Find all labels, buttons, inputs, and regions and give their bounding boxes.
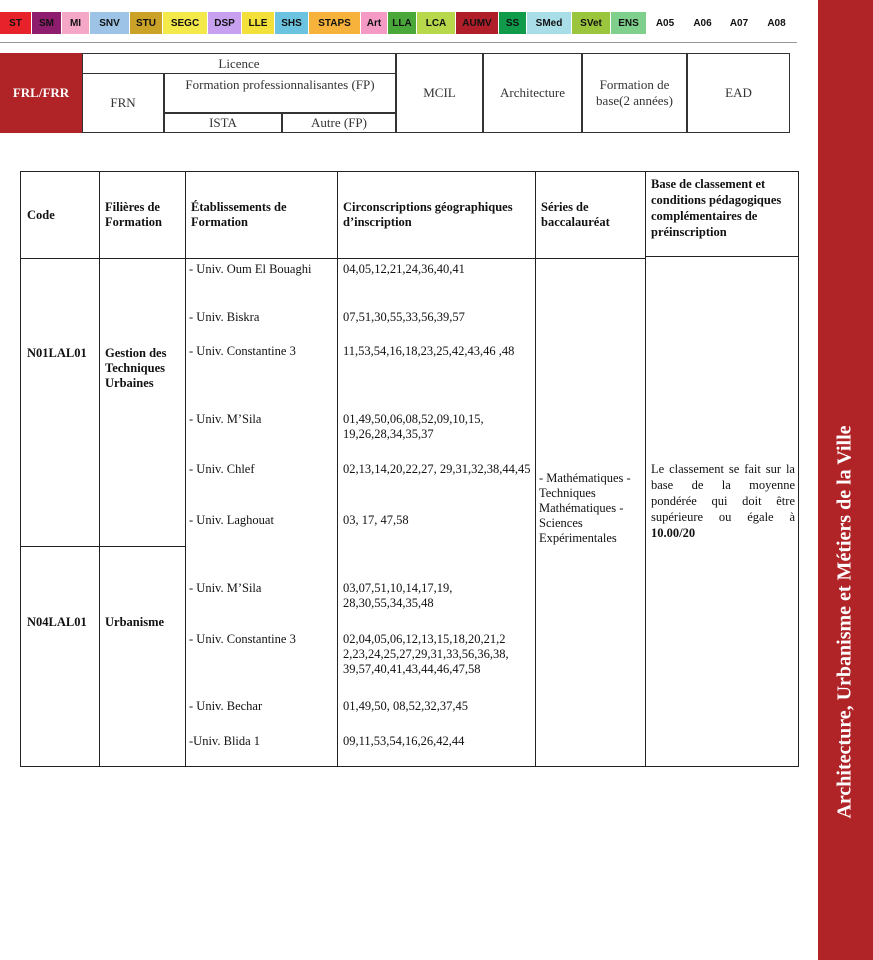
category-tab-aumv[interactable]: AUMV [456, 12, 499, 34]
etablissement-row: - Univ. Laghouat [189, 513, 274, 527]
etablissement-row: - Univ. Biskra [189, 310, 260, 324]
circonscription-row: 04,05,12,21,24,36,40,41 [343, 262, 465, 276]
etablissement-row: -Univ. Blida 1 [189, 734, 261, 748]
category-tab-bar [0, 10, 797, 43]
category-tab-ens[interactable]: ENS [611, 12, 647, 34]
formation-table [20, 171, 799, 767]
category-tab-lle[interactable]: LLE [242, 12, 275, 34]
menu-formation-base[interactable] [582, 53, 687, 133]
category-tab-svet[interactable]: SVet [572, 12, 611, 34]
menu-formation-base-label: Formation de base(2 années) [596, 77, 673, 108]
category-tab-a05[interactable]: A05 [647, 12, 684, 34]
category-tab-art[interactable]: Art [361, 12, 388, 34]
circonscription-row: 07,51,30,55,33,56,39,57 [343, 310, 465, 324]
sidebar-title: Architecture, Urbanisme et Métiers de la Ville [833, 425, 856, 819]
etablissement-row: - Univ. Constantine 3 [189, 632, 296, 646]
category-tab-staps[interactable]: STAPS [309, 12, 361, 34]
menu-licence-label: Licence [218, 55, 260, 71]
classement-minimum: 10.00/20 [651, 526, 696, 540]
menu-mcil-label: MCIL [423, 85, 456, 100]
filiere-urbanisme: Urbanisme [105, 615, 165, 629]
menu-mcil[interactable] [396, 53, 483, 133]
menu-licence-header [82, 53, 396, 73]
menu-architecture[interactable] [483, 53, 582, 133]
filiere-gestion: Gestion des Techniques Urbaines [105, 346, 167, 390]
etablissement-row: - Univ. Bechar [189, 699, 263, 713]
category-tab-snv[interactable]: SNV [90, 12, 130, 34]
category-tab-st[interactable]: ST [0, 12, 32, 34]
circonscription-row: 01,49,50, 08,52,32,37,45 [343, 699, 468, 713]
menu-autre-label: Autre (FP) [311, 115, 367, 130]
etablissement-row: - Univ. M’Sila [189, 581, 262, 595]
menu-frl-frr[interactable] [0, 53, 82, 133]
code-n04: N04LAL01 [27, 615, 87, 629]
category-tab-a08[interactable]: A08 [757, 12, 797, 34]
menu-architecture-label: Architecture [500, 85, 565, 100]
header-base-classement: Base de classement et conditions pédagogiques complémentaires de préinscription [651, 177, 782, 239]
category-tab-segc[interactable]: SEGC [163, 12, 208, 34]
menu-autre-fp[interactable] [282, 113, 396, 133]
circonscription-row: 09,11,53,54,16,26,42,44 [343, 734, 465, 748]
etablissement-row: - Univ. M’Sila [189, 412, 262, 426]
menu-ead[interactable] [687, 53, 790, 133]
menu-frn-label: FRN [110, 95, 136, 110]
menu-ista-label: ISTA [209, 115, 237, 130]
etablissement-row: - Univ. Oum El Bouaghi [189, 262, 312, 276]
category-tab-sm[interactable]: SM [32, 12, 62, 34]
category-tab-ss[interactable]: SS [499, 12, 527, 34]
etablissement-row: - Univ. Chlef [189, 462, 255, 476]
header-series: Séries de baccalauréat [541, 200, 610, 229]
menu-fp[interactable] [164, 73, 396, 113]
menu-ead-label: EAD [725, 85, 752, 100]
classement-text: Le classement se fait sur la base de la moyenne pondérée qui doit être supérieure ou égale à [651, 462, 795, 524]
circonscription-row: 02,04,05,06,12,13,15,18,20,21,2 2,23,24,25,27,29,31,33,56,36,38, 39,57,40,41,43,44,46,47,58 [343, 632, 509, 676]
category-tab-smed[interactable]: SMed [527, 12, 572, 34]
classement-conditions [651, 461, 795, 541]
code-n01: N01LAL01 [27, 346, 87, 360]
circonscription-row: 03,07,51,10,14,17,19, 28,30,55,34,35,48 [343, 581, 453, 610]
header-code: Code [27, 208, 55, 222]
series-baccalaureat: - Mathématiques - Techniques Mathématiques - Sciences Expérimentales [539, 471, 631, 545]
category-tab-shs[interactable]: SHS [275, 12, 309, 34]
category-tab-dsp[interactable]: DSP [208, 12, 242, 34]
header-circonscriptions: Circonscriptions géographiques d’inscription [343, 200, 513, 229]
circonscription-row: 02,13,14,20,22,27, 29,31,32,38,44,45 [343, 462, 531, 476]
category-tab-a07[interactable]: A07 [722, 12, 757, 34]
menu-frl-frr-label: FRL/FRR [12, 85, 70, 100]
header-filieres: Filières de Formation [105, 200, 162, 229]
category-tab-lca[interactable]: LCA [417, 12, 456, 34]
menu-fp-label: Formation professionnalisantes (FP) [185, 77, 375, 92]
menu-ista[interactable] [164, 113, 282, 133]
category-tab-stu[interactable]: STU [130, 12, 163, 34]
etablissement-row: - Univ. Constantine 3 [189, 344, 296, 358]
category-tab-a06[interactable]: A06 [684, 12, 722, 34]
circonscription-row: 03, 17, 47,58 [343, 513, 409, 527]
category-tab-mi[interactable]: MI [62, 12, 90, 34]
menu-frn[interactable] [82, 73, 164, 133]
header-etablissements: Établissements de Formation [191, 200, 287, 229]
circonscription-row: 11,53,54,16,18,23,25,42,43,46 ,48 [343, 344, 515, 358]
category-tab-lla[interactable]: LLA [388, 12, 417, 34]
circonscription-row: 01,49,50,06,08,52,09,10,15, 19,26,28,34,35,37 [343, 412, 484, 441]
